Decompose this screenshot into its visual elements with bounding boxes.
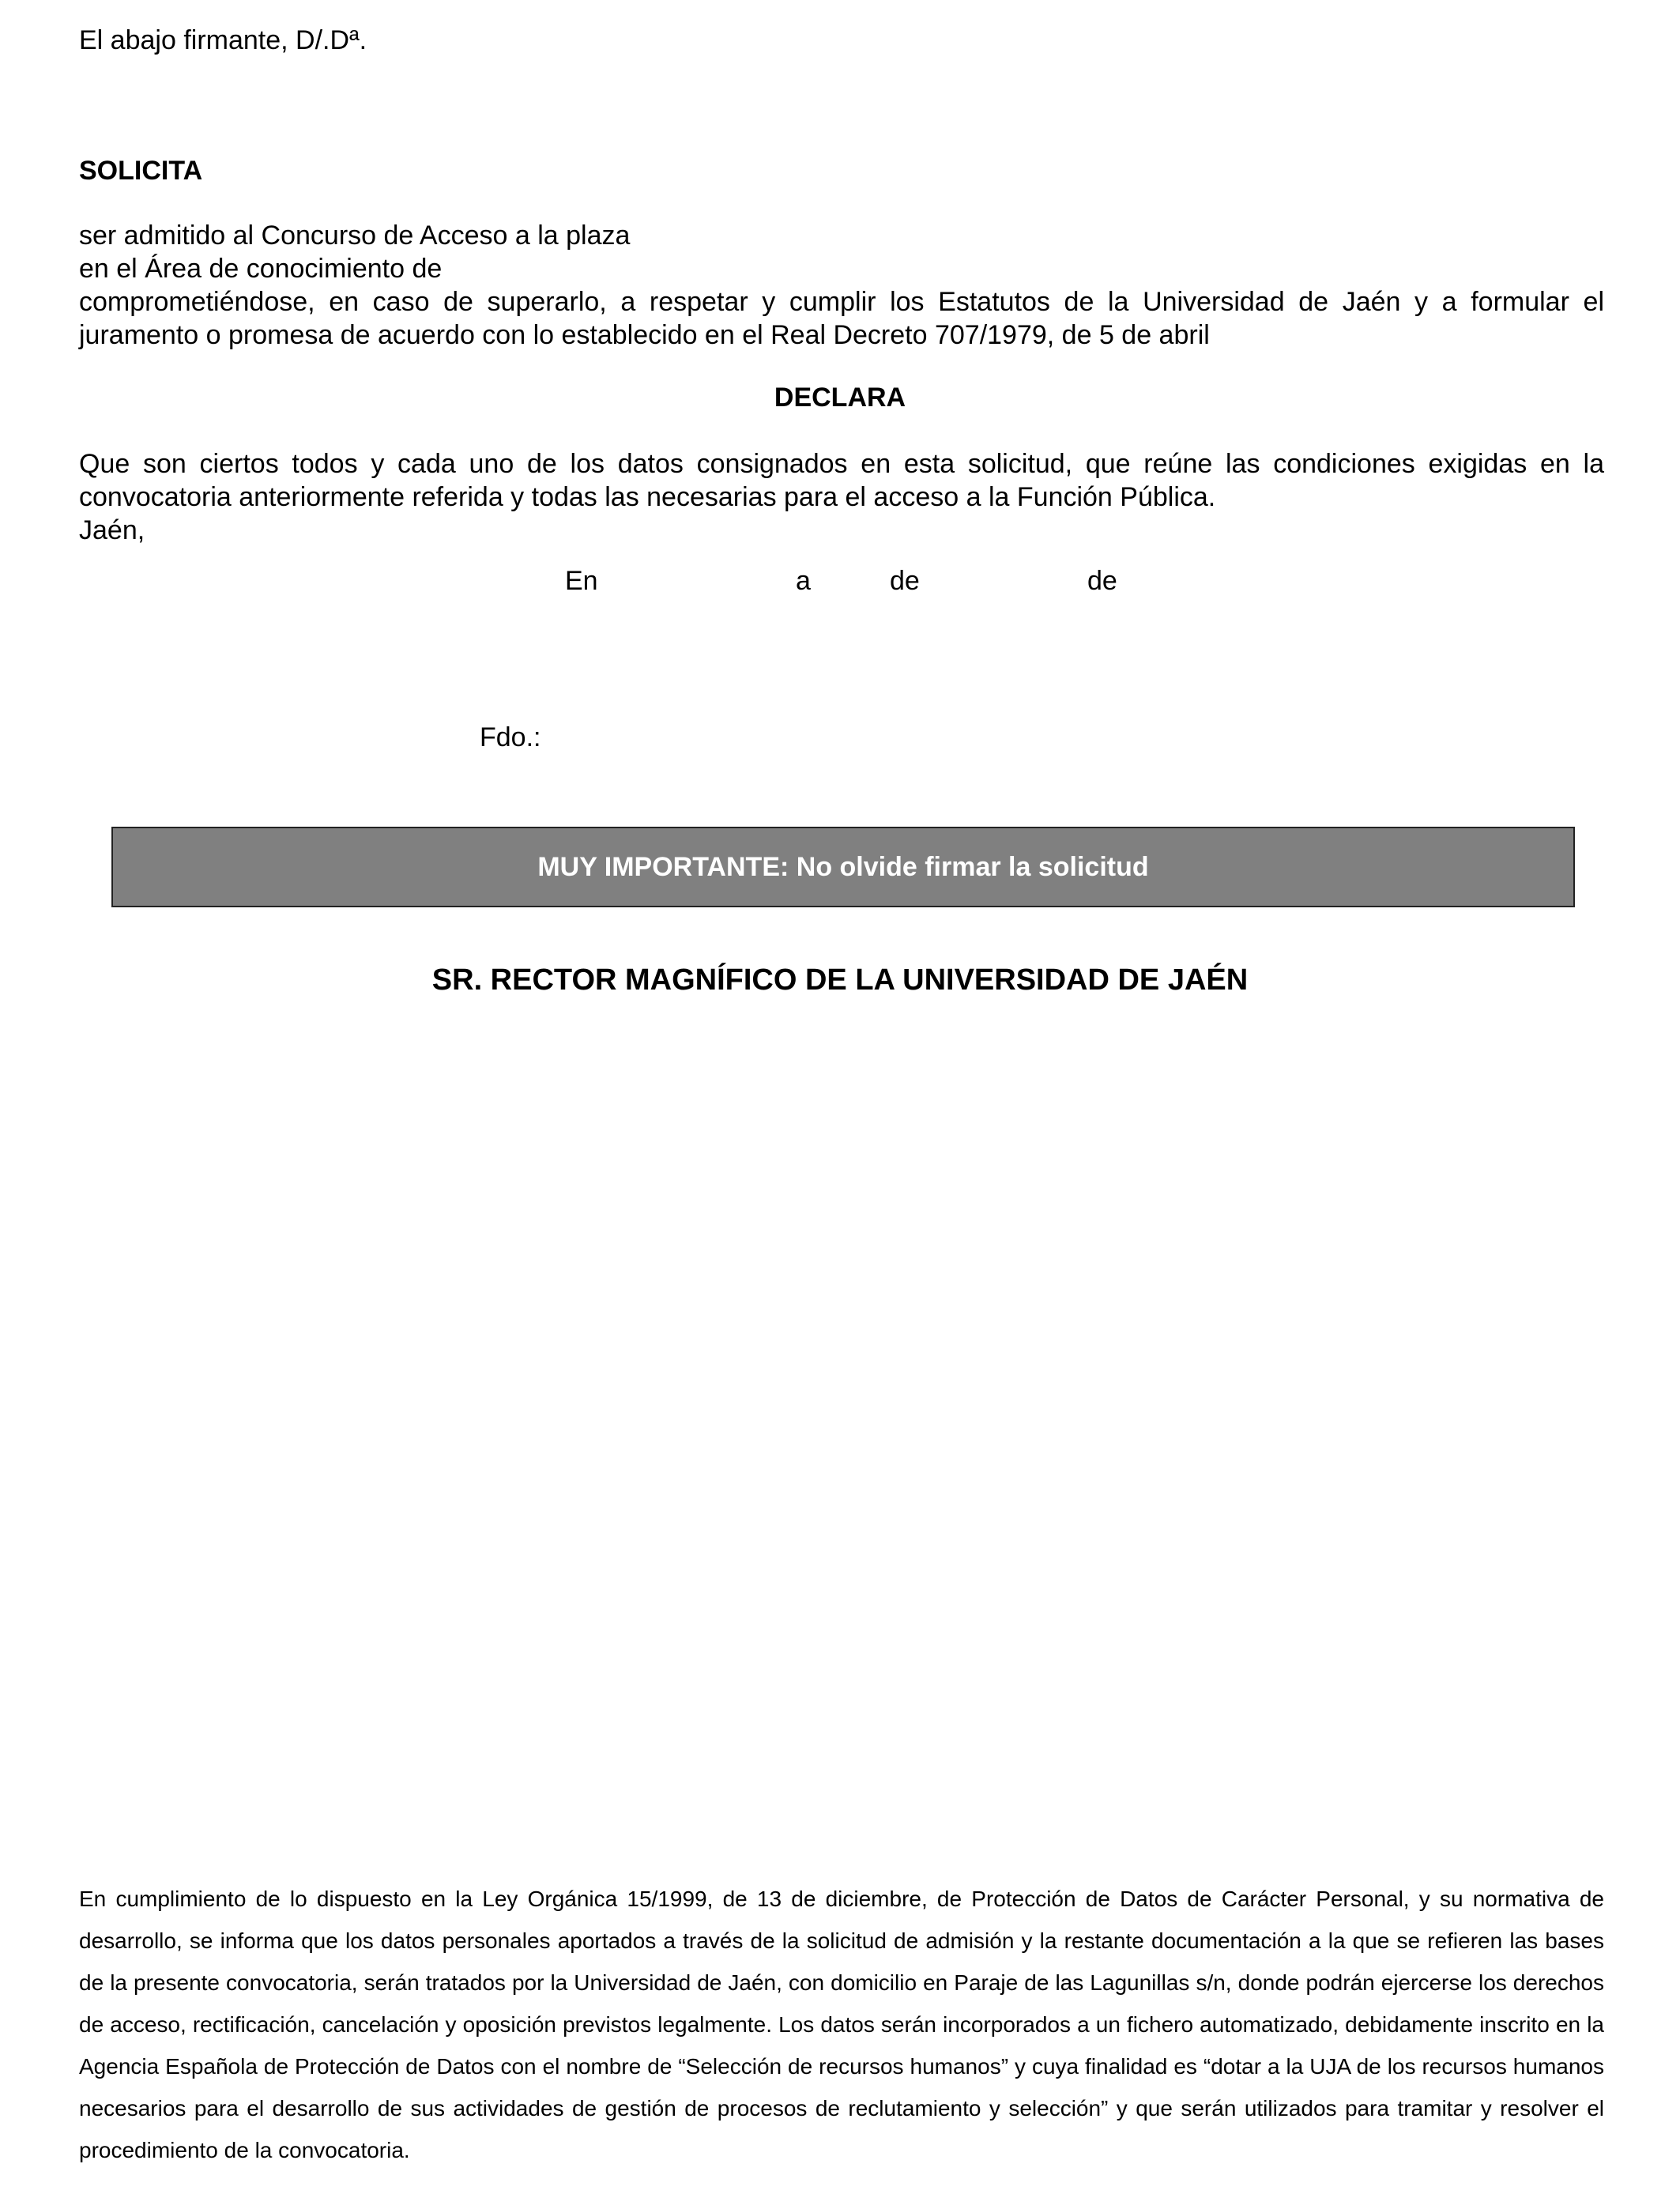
important-banner-text: MUY IMPORTANTE: No olvide firmar la solicitud: [537, 851, 1149, 882]
date-de-label-2: de: [1087, 566, 1117, 596]
declara-paragraph: Que son ciertos todos y cada uno de los datos consignados en esta solicitud, que reúne las condiciones exigidas en la convocatoria anteriormente referida y todas las necesarias para el acceso a la Función Pública.: [79, 449, 1604, 512]
solicita-paragraph: comprometiéndose, en caso de superarlo, a respetar y cumplir los Estatutos de la Universidad de Jaén y a formular el juramento o promesa de acuerdo con lo establecido en el Real Decreto 707/1979, de 5 de abril: [79, 287, 1604, 350]
intro-text: El abajo firmante, D/.Dª.: [79, 25, 367, 55]
solicita-line-area: en el Área de conocimiento de: [79, 254, 443, 284]
date-en-label: En: [565, 566, 598, 596]
important-banner: [111, 827, 1575, 907]
signature-label: Fdo.:: [480, 722, 541, 752]
declara-heading: DECLARA: [774, 383, 906, 413]
solicita-line-plaza: ser admitido al Concurso de Acceso a la plaza: [79, 221, 631, 251]
privacy-notice: En cumplimiento de lo dispuesto en la Ley Orgánica 15/1999, de 13 de diciembre, de Protección de Datos de Carácter Personal, y su normativa de desarrollo, se informa que los datos personales aportados a través de la solicitud de admisión y la restante documentación a la que se refieren las bases de la presente convocatoria, serán tratados por la Universidad de Jaén, con domicilio en Paraje de las Lagunillas s/n, donde podrán ejercerse los derechos de acceso, rectificación, cancelación y oposición previstos legalmente. Los datos serán incorporados a un fichero automatizado, debidamente inscrito en la Agencia Española de Protección de Datos con el nombre de “Selección de recursos humanos” y cuya finalidad es “dotar a la UJA de los recursos humanos necesarios para el desarrollo de sus actividades de gestión de procesos de reclutamiento y selección” y que serán utilizados para tramitar y resolver el procedimiento de la convocatoria.: [79, 1887, 1604, 2162]
solicita-heading: SOLICITA: [79, 156, 203, 186]
addressee-title: SR. RECTOR MAGNÍFICO DE LA UNIVERSIDAD DE JAÉN: [431, 963, 1249, 997]
date-a-label: a: [796, 566, 811, 596]
place-text: Jaén,: [79, 515, 145, 545]
date-de-label-1: de: [890, 566, 920, 596]
